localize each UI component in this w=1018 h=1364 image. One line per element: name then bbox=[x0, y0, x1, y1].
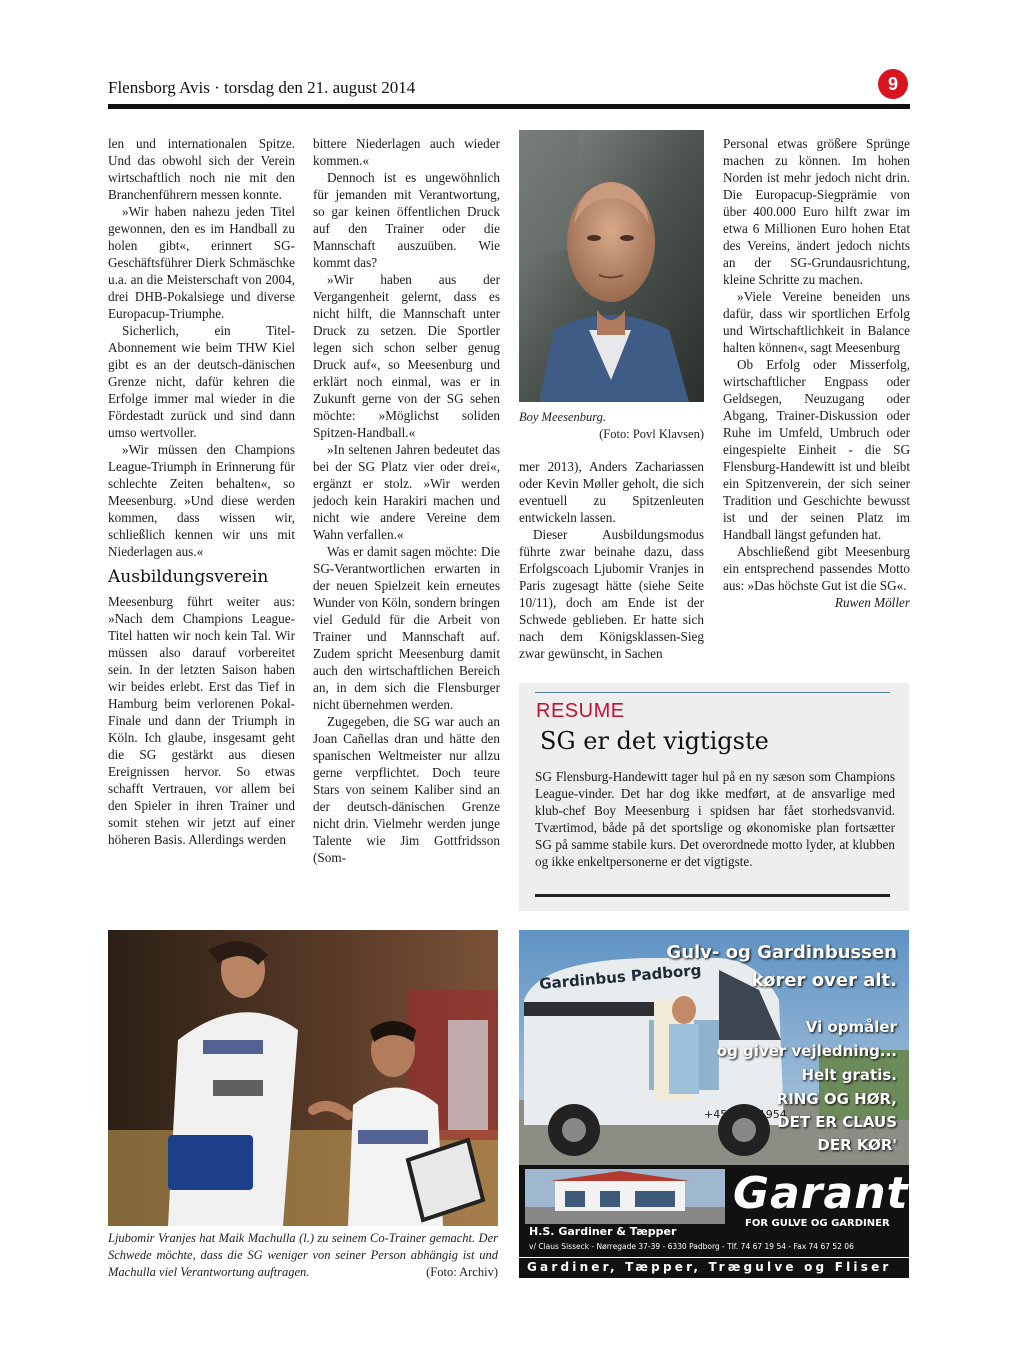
ad-headline: Gulv- og Gardinbussen bbox=[666, 942, 897, 963]
ad-footer bbox=[519, 1165, 909, 1278]
ad-tagline: Gardiner, Tæpper, Trægulve og Fliser bbox=[527, 1260, 892, 1274]
newspaper-date-header: Flensborg Avis · torsdag den 21. august 2014 bbox=[108, 78, 416, 97]
shop-name: H.S. Gardiner & Tæpper bbox=[529, 1225, 677, 1238]
garant-subtitle: FOR GULVE OG GARDINER bbox=[745, 1218, 890, 1229]
resume-body: SG Flensburg-Handewitt tager hul på en ny sæson som Champions League-vinder. Det har dog ikke medført, at de ansvarlige med klub-chef Boy Meesenburg i spidsen har fået storhedsvanvid. Tværtimod, både på det sportslige og økonomiske plan fortsætter SG på samme stabile kurs. Det overordnede motto lyder, at klubben og ikke enkeltpersonerne er det vigtigste. bbox=[535, 769, 895, 869]
paragraph: mer 2013), Anders Zachariassen oder Kevin Møller geholt, die sich eventuell zu Spitzenleuten entwickeln lassen. bbox=[519, 459, 704, 525]
ad-line: RING OG HØR, bbox=[776, 1090, 897, 1108]
article-column-3 bbox=[519, 458, 704, 662]
paragraph: »Wir müssen den Champions League-Triumph in Erinnerung für schlechte Zeiten behalten«, so Meesenburg. »Und diese werden kommen, dass wissen wir, schließlich kennen wir uns mit Niederlagen aus.« bbox=[108, 442, 295, 559]
ad-line: og giver vejledning... bbox=[716, 1042, 897, 1060]
resume-box bbox=[519, 683, 909, 911]
paragraph: Dieser Ausbildungsmodus führte zwar beinahe dazu, dass Erfolgscoach Ljubomir Vranjes in Paris zugesagt hätte (siehe Seite 10/11), doch am Ende ist der Schwede geblieben. Er hatte sich nach dem Königsklassen-Sieg zwar gewünscht, in Sachen bbox=[519, 527, 704, 661]
paragraph: Meesenburg führt weiter aus: »Nach dem Champions League-Titel hatten wir noch kein Tal. Wir müssen also darauf vorbereitet sein. In der letzten Saison haben wir beides erlebt. Erst das Tief in Hamburg beim verlorenen Pokal-Finale und dann der Triumph in Köln. Ich glaube, insgesamt geht die SG gestärkt aus diesen Ereignissen hervor. So etwas schafft Vertrauen, vor allem bei den Spieler in ihren Trainer und somit stehen wir jetzt auf einer höheren Basis. Allerdings werden bbox=[108, 594, 295, 847]
paragraph: Dennoch ist es ungewöhnlich für jemanden mit Verantwortung, so gar keinen öffentlichen Druck auf den Trainer oder die Mannschaft auszuüben. Wie kommt das? bbox=[313, 170, 500, 270]
paragraph: Abschließend gibt Meesenburg ein entsprechend passendes Motto aus: »Das höchste Gut ist die SG«. bbox=[723, 544, 910, 593]
portrait-caption bbox=[519, 409, 704, 443]
paragraph: Ob Erfolg oder Misserfolg, wirtschaftlicher Engpass oder Geldsegen, Neuzugang oder Abgang, Trainer-Diskussion oder Ruhe im Umfeld, Umbruch oder eingespielte Einheit - die SG Flensburg-Handewitt ist und bleibt ein Spitzenverein, der sich seiner Tradition und Geschichte bewusst ist und der seinen Platz im Handball längst gefunden hat. bbox=[723, 357, 910, 542]
paragraph: bittere Niederlagen auch wieder kommen.« bbox=[313, 136, 500, 168]
photo-credit: (Foto: Povl Klavsen) bbox=[599, 427, 704, 441]
article-column-4 bbox=[723, 135, 910, 611]
van-label: Gardinbus Padborg bbox=[538, 960, 703, 994]
paragraph: Was er damit sagen möchte: Die SG-Verantwortlichen erwarten in der neuen Spielzeit kein erneutes Wunder von Köln, sondern bringen viel Geduld für die Arbeit von Trainer und Mannschaft auf. Zudem spricht Meesenburg damit auch den wirtschaftlichen Bereich an, in dem sich die Flensburger nicht übernehmen werden. bbox=[313, 544, 500, 712]
article-column-1 bbox=[108, 135, 295, 848]
caption-text: Ljubomir Vranjes hat Maik Machulla (l.) zu seinem Co-Trainer gemacht. Der Schwede möchte, dass die SG weniger von seiner Person abhängig ist und Machulla viel Verantwortung auftragen. bbox=[108, 1231, 498, 1279]
paragraph: »Viele Vereine beneiden uns dafür, dass wir sportlichen Erfolg und Wirtschaftlichkeit in Balance halten können«, sagt Meesenburg bbox=[723, 289, 910, 355]
author-byline: Ruwen Möller bbox=[834, 595, 910, 610]
ad-line: DET ER CLAUS bbox=[777, 1113, 897, 1131]
subheading: Ausbildungsverein bbox=[108, 567, 269, 587]
paragraph: Sicherlich, ein Titel-Abonnement wie beim THW Kiel gibt es an der deutsch-dänischen Grenze nicht, dafür kehren die Erfolge immer mal wieder in die Fördestadt zurück und sind dann umso wertvoller. bbox=[108, 323, 295, 440]
portrait-photo-illustration bbox=[519, 130, 704, 402]
coaches-caption bbox=[108, 1230, 498, 1281]
paragraph: »In seltenen Jahren bedeutet das bei der SG Platz vier oder drei«, ergänzt er stolz. »Wir werden jedoch kein Harakiri machen und nicht wie andere Vereine dem Wahn verfallen.« bbox=[313, 442, 500, 542]
paragraph: »Wir haben nahezu jeden Titel gewonnen, den es im Handball zu holen gibt«, erinnert SG-Geschäftsführer Dierk Schmäschke u.a. an die Meisterschaft von 2004, drei DHB-Pokalsiege und diverse Europacup-Triumphe. bbox=[108, 204, 295, 321]
portrait-photo bbox=[519, 130, 704, 402]
coaches-photo bbox=[108, 930, 498, 1226]
shop-address: v/ Claus Sisseck - Nørregade 37-39 - 6330 Padborg - Tlf. 74 67 19 54 - Fax 74 67 52 06 bbox=[529, 1242, 854, 1251]
ad-line: Vi opmåler bbox=[805, 1018, 897, 1036]
paragraph: Zugegeben, die SG war auch an Joan Cañellas dran und hätte den spanischen Weltmeister nur allzu gerne verpflichtet. Doch teure Stars von seinem Kaliber sind an der deutsch-dänischen Grenze nicht drin. Vielmehr werden junge Talente wie Jim Gottfridsson (Som- bbox=[313, 714, 500, 865]
caption-text: Boy Meesenburg. bbox=[519, 410, 607, 424]
resume-bottom-rule bbox=[535, 894, 890, 897]
resume-label: RESUME bbox=[536, 700, 625, 722]
article-column-2 bbox=[313, 135, 500, 866]
resume-top-rule bbox=[535, 692, 890, 693]
ad-line: Helt gratis. bbox=[801, 1066, 897, 1084]
header-rule bbox=[108, 104, 910, 109]
page-number-badge: 9 bbox=[878, 69, 908, 99]
paragraph: Personal etwas größere Sprünge machen zu können. Im hohen Norden ist mehr jedoch nicht drin. Die Europacup-Siegprämie von über 400.000 Euro hilft zwar im etwa 6 Millionen Euro hohen Etat des Vereins, ändert jedoch nichts an der SG-Grundausrichtung, kleine Schritte zu machen. bbox=[723, 136, 910, 287]
ad-line: DER KØR' bbox=[817, 1136, 897, 1154]
coaches-photo-illustration bbox=[108, 930, 498, 1226]
ad-headline: kører over alt. bbox=[751, 970, 897, 991]
photo-credit: (Foto: Archiv) bbox=[426, 1265, 498, 1279]
paragraph: »Wir haben aus der Vergangenheit gelernt, dass es nicht hilft, die Mannschaft unter Druck zu setzen. Die Sportler legen sich schon selber genug Druck auf«, so Meesenburg und erklärt noch einmal, was er in Zukunft gerne von der SG sehen möchte: »Möglichst soliden Spitzen-Handball.« bbox=[313, 272, 500, 440]
resume-title: SG er det vigtigste bbox=[540, 727, 769, 755]
paragraph: len und internationalen Spitze. Und das obwohl sich der Verein wirtschaftlich noch nie mit den Branchenführern messen konnte. bbox=[108, 136, 295, 202]
garant-logo: Garant bbox=[733, 1168, 909, 1219]
van-phone: +45 74671954 bbox=[704, 1108, 787, 1121]
shop-photo bbox=[525, 1169, 725, 1224]
advertisement bbox=[519, 930, 909, 1278]
